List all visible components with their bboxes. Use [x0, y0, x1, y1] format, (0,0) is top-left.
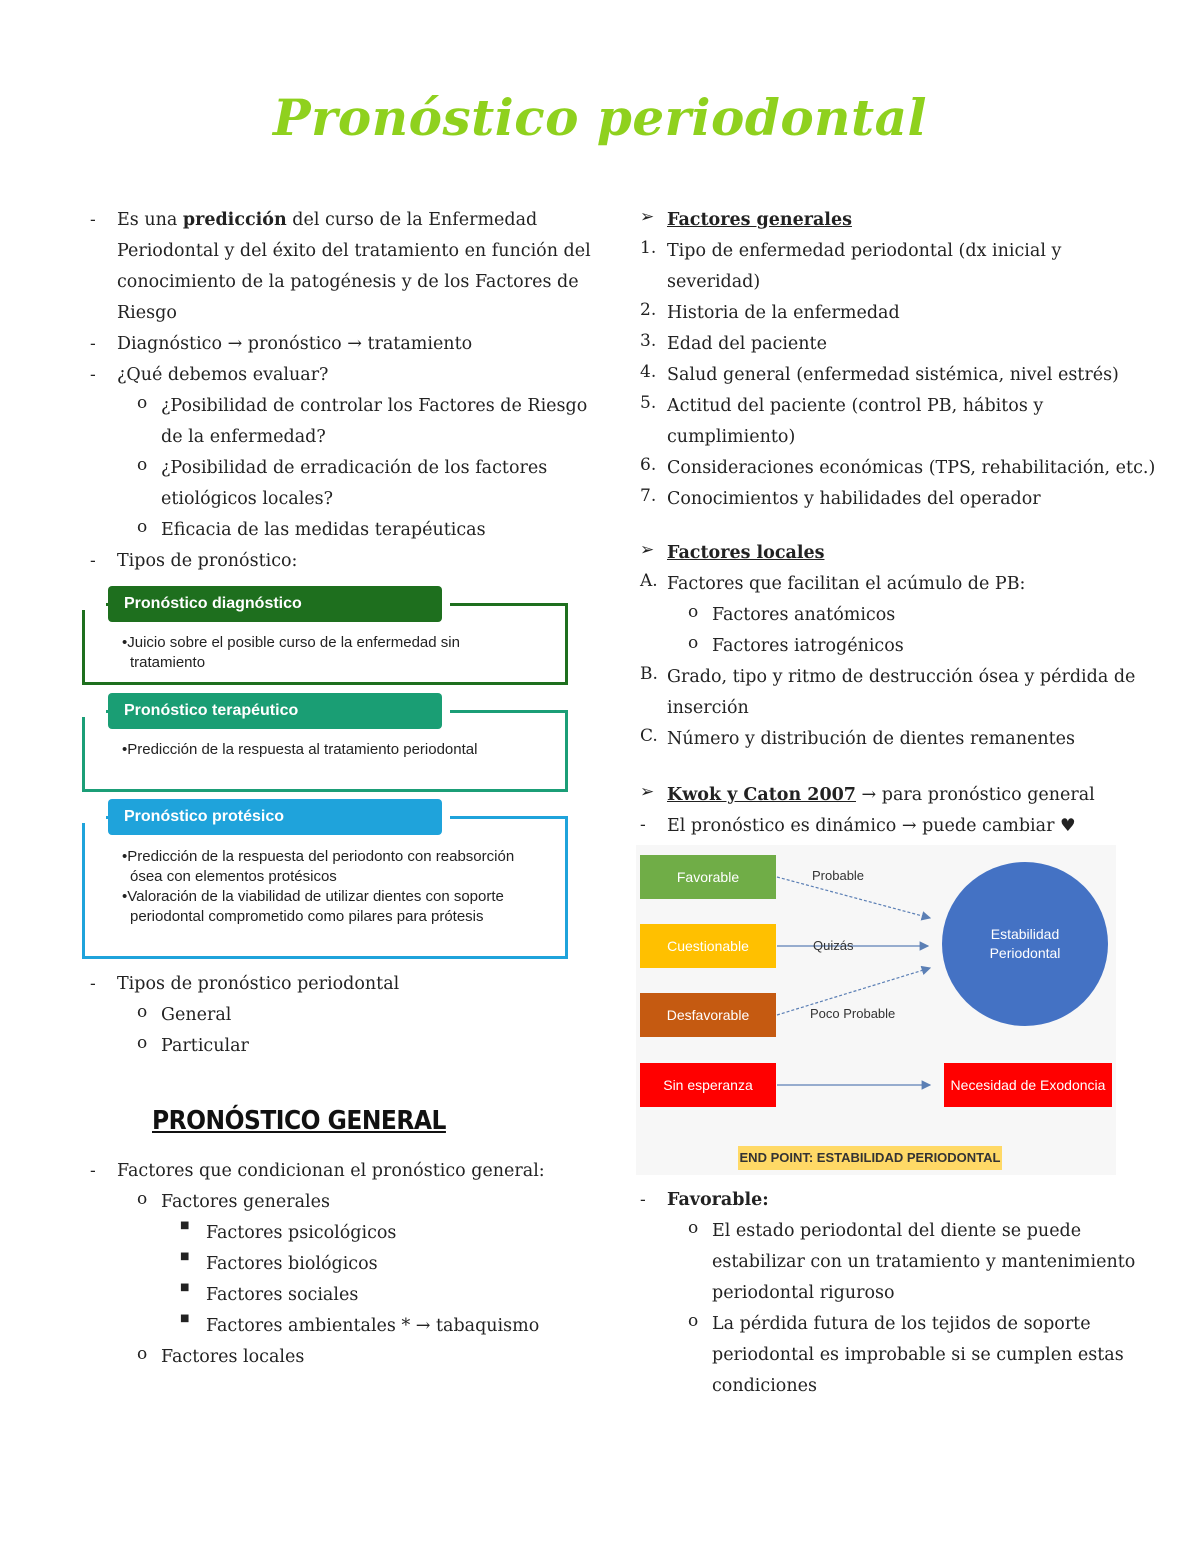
- types-label: Tipos de pronóstico:: [117, 551, 298, 571]
- gf-item: Tipo de enfermedad periodontal (dx inicial y: [667, 241, 1062, 261]
- circle-bullet: o: [137, 393, 148, 413]
- circle-bullet: o: [688, 1311, 699, 1331]
- dash-bullet: -: [90, 210, 96, 230]
- gf-item: Edad del paciente: [667, 334, 827, 354]
- circle-bullet: o: [137, 455, 148, 475]
- lf-item-b-cont: inserción: [667, 698, 749, 718]
- type-particular: Particular: [161, 1036, 249, 1056]
- lf-item-b: Grado, tipo y ritmo de destrucción ósea y pérdida de: [667, 667, 1136, 687]
- factor-item: Factores biológicos: [206, 1254, 378, 1274]
- desfavorable-box: Desfavorable: [640, 993, 776, 1037]
- dash-bullet: -: [640, 1190, 646, 1210]
- lf-sub: Factores anatómicos: [712, 605, 896, 625]
- box-item: •Predicción de la respuesta al tratamiento periodontal: [122, 741, 478, 758]
- general-factors: Factores generales: [161, 1192, 330, 1212]
- fav-sub-2a: La pérdida futura de los tejidos de soporte: [712, 1314, 1091, 1334]
- quizas-label: Quizás: [813, 938, 854, 953]
- circle-bullet: o: [688, 633, 699, 653]
- definition-line-2: Periodontal y del éxito del tratamiento en función del: [117, 241, 591, 261]
- fav-sub-2c: condiciones: [712, 1376, 817, 1396]
- circle-bullet: o: [137, 1033, 148, 1053]
- fav-sub-2b: periodontal es improbable si se cumplen estas: [712, 1345, 1124, 1365]
- box-prosthetic-header: Pronóstico protésico: [108, 799, 442, 835]
- circle-bullet: o: [137, 1189, 148, 1209]
- lf-item-a: Factores que facilitan el acúmulo de PB:: [667, 574, 1026, 594]
- box-item: •Juicio sobre el posible curso de la enfermedad sin tratamiento: [122, 634, 460, 671]
- types-periodontal: Tipos de pronóstico periodontal: [117, 974, 400, 994]
- sub-question-1a: ¿Posibilidad de controlar los Factores de Riesgo: [161, 396, 588, 416]
- circle-bullet: o: [137, 1344, 148, 1364]
- cuestionable-box: Cuestionable: [640, 924, 776, 968]
- num: 3.: [640, 331, 657, 351]
- fav-sub-1b: estabilizar con un tratamiento y mantenimiento: [712, 1252, 1136, 1272]
- flow-line: Diagnóstico → pronóstico → tratamiento: [117, 334, 473, 354]
- gf-item: Actitud del paciente (control PB, hábitos y: [667, 396, 1044, 416]
- factor-item: Factores sociales: [206, 1285, 359, 1305]
- evaluate-question: ¿Qué debemos evaluar?: [117, 365, 329, 385]
- letter-B: B.: [640, 664, 658, 684]
- dash-bullet: -: [90, 365, 96, 385]
- circle-bullet: o: [688, 602, 699, 622]
- circle-bullet: o: [137, 517, 148, 537]
- sub-question-2a: ¿Posibilidad de erradicación de los factores: [161, 458, 548, 478]
- dynamic-line: El pronóstico es dinámico → puede cambiar ♥: [667, 816, 1076, 836]
- gf-item: Consideraciones económicas (TPS, rehabilitación, etc.): [667, 458, 1156, 478]
- estabilidad-circle: Estabilidad Periodontal: [942, 862, 1108, 1026]
- favorable-box: Favorable: [640, 855, 776, 899]
- conditioning-factors: Factores que condicionan el pronóstico general:: [117, 1161, 545, 1181]
- square-bullet: ■: [180, 1220, 190, 1231]
- dash-bullet: -: [90, 334, 96, 354]
- dash-bullet: -: [90, 974, 96, 994]
- endpoint-label: END POINT: ESTABILIDAD PERIODONTAL: [738, 1146, 1002, 1170]
- arrow-bullet-icon: ➢: [640, 782, 655, 802]
- definition-line-1: Es una predicción del curso de la Enfermedad: [117, 210, 538, 230]
- square-bullet: ■: [180, 1251, 190, 1262]
- favorable-heading: Favorable:: [667, 1190, 769, 1210]
- factor-item: Factores psicológicos: [206, 1223, 397, 1243]
- definition-line-4: Riesgo: [117, 303, 177, 323]
- poco-probable-label: Poco Probable: [810, 1006, 896, 1021]
- num: 6.: [640, 455, 657, 475]
- gf-item: Salud general (enfermedad sistémica, nivel estrés): [667, 365, 1119, 385]
- num: 1.: [640, 238, 657, 258]
- num: 4.: [640, 362, 657, 382]
- local-factors: Factores locales: [161, 1347, 305, 1367]
- sub-question-2b: etiológicos locales?: [161, 489, 334, 509]
- num: 2.: [640, 300, 657, 320]
- local-factors-heading: Factores locales: [667, 543, 825, 563]
- probable-label: Probable: [812, 868, 865, 883]
- section-heading-general: PRONÓSTICO GENERAL: [152, 1106, 446, 1136]
- box-diagnostic-header: Pronóstico diagnóstico: [108, 586, 442, 622]
- circle-bullet: o: [688, 1218, 699, 1238]
- sub-question-1b: de la enfermedad?: [161, 427, 326, 447]
- lf-item-c: Número y distribución de dientes remanentes: [667, 729, 1075, 749]
- dash-bullet: -: [90, 551, 96, 571]
- arrow-bullet-icon: ➢: [640, 207, 655, 227]
- sin-esperanza-box: Sin esperanza: [640, 1063, 776, 1107]
- num: 7.: [640, 486, 657, 506]
- circle-bullet: o: [137, 1002, 148, 1022]
- factor-item: Factores ambientales * → tabaquismo: [206, 1316, 540, 1336]
- gf-item: Historia de la enfermedad: [667, 303, 900, 323]
- lf-sub: Factores iatrogénicos: [712, 636, 904, 656]
- box-item: •Valoración de la viabilidad de utilizar dientes con soporte periodontal comprometido como pilares para prótesis: [122, 888, 504, 925]
- box-item: •Predicción de la respuesta del periodonto con reabsorción ósea con elementos protésicos: [122, 848, 515, 885]
- dash-bullet: -: [640, 815, 646, 835]
- square-bullet: ■: [180, 1282, 190, 1293]
- arrow-bullet-icon: ➢: [640, 540, 655, 560]
- general-factors-heading: Factores generales: [667, 210, 852, 230]
- kwok-caton-line: Kwok y Caton 2007 → para pronóstico general: [667, 785, 1095, 805]
- gf-item: Conocimientos y habilidades del operador: [667, 489, 1041, 509]
- sub-item-3: Eficacia de las medidas terapéuticas: [161, 520, 486, 540]
- fav-sub-1c: periodontal riguroso: [712, 1283, 895, 1303]
- box-therapeutic-header: Pronóstico terapéutico: [108, 693, 442, 729]
- square-bullet: ■: [180, 1313, 190, 1324]
- letter-A: A.: [640, 571, 658, 591]
- num: 5.: [640, 393, 657, 413]
- definition-line-3: conocimiento de la patogénesis y de los Factores de: [117, 272, 579, 292]
- page-title: Pronóstico periodontal: [272, 88, 928, 147]
- dash-bullet: -: [90, 1161, 96, 1181]
- gf-item-cont: cumplimiento): [667, 427, 796, 447]
- gf-item-cont: severidad): [667, 272, 761, 292]
- exodoncia-box: Necesidad de Exodoncia: [944, 1063, 1112, 1107]
- letter-C: C.: [640, 726, 658, 746]
- fav-sub-1a: El estado periodontal del diente se puede: [712, 1221, 1082, 1241]
- type-general: General: [161, 1005, 232, 1025]
